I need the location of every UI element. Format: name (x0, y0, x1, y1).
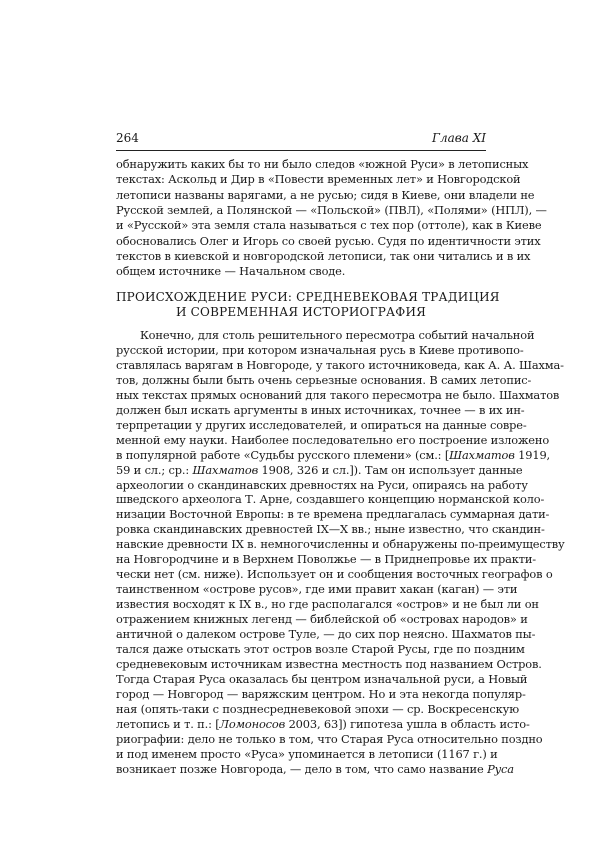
text-line: Конечно, для столь решительного пересмотра событий начальной (140, 328, 535, 342)
text-line: текстах: Аскольд и Дир в «Повести временных лет» и Новгородской (116, 172, 521, 187)
text-line: обосновались Олег и Игорь со своей русью. Судя по идентичности этих (116, 233, 541, 248)
text-fragment: 1919, (514, 447, 551, 462)
text-line: город — Новгород — варяжским центром. Но и эта некогда популяр- (116, 686, 526, 701)
text-line: менной ему науки. Наиболее последовательно его построение изложено (116, 432, 550, 447)
text-line: низации Восточной Европы: в те времена предлагалась суммарная дати- (116, 507, 550, 522)
text-line: Русской землей, а Полянской — «Польской» (ПВЛ), «Полями» (НПЛ), — (116, 202, 547, 217)
text-fragment: 1908, 326 и сл.]). Там он использует данные (258, 462, 523, 477)
italic-author-name: Шахматов (449, 447, 515, 462)
text-line: летописи названы варягами, а не русью; сидя в Киеве, они владели не (116, 187, 535, 202)
text-line: и под именем просто «Руса» упоминается в летописи (1167 г.) и (116, 746, 498, 761)
text-line: тов, должны были быть очень серьезные основания. В самих летопис- (116, 372, 532, 387)
text-line (116, 462, 523, 478)
text-line: общем источнике — Начальном своде. (116, 264, 346, 279)
page-header (116, 131, 486, 147)
text-fragment: летопись и т. п.: [ (116, 716, 220, 731)
text-line: известия восходят к IX в., но где располагался «остров» и не был ли он (116, 597, 539, 612)
text-line: на Новгородчине и в Верхнем Поволжье — в Приднепровье их практи- (116, 552, 536, 567)
text-line (116, 761, 514, 777)
text-line: и «Русской» эта земля стала называться с тех пор (оттоле), как в Киеве (116, 218, 542, 233)
text-fragment: возникает позже Новгорода, — дело в том, что само название (116, 761, 488, 776)
text-line: чески нет (см. ниже). Использует он и сообщения восточных географов о (116, 567, 553, 582)
section-heading-line-2: И СОВРЕМЕННАЯ ИСТОРИОГРАФИЯ (175, 305, 426, 319)
text-fragment: 2003, 63]) гипотеза ушла в область исто- (285, 716, 530, 731)
text-line: должен был искать аргументы в иных источниках, точнее — в их ин- (116, 402, 525, 417)
italic-author-name: Шахматов (192, 462, 259, 477)
text-line: ная (опять-таки с позднесредневековой эпохи — ср. Воскресенскую (116, 701, 519, 716)
text-line: Тогда Старая Руса оказалась бы центром изначальной руси, а Новый (116, 671, 528, 686)
text-fragment: в популярной работе «Судьбы русского племени» (см.: [ (116, 447, 450, 462)
section-heading-line-1: ПРОИСХОЖДЕНИЕ РУСИ: СРЕДНЕВЕКОВАЯ ТРАДИЦИЯ (116, 290, 500, 304)
text-line: терпретации у других исследователей, и опираться на данные совре- (116, 417, 527, 432)
text-line: ставлялась варягам в Новгороде, у такого источниковеда, как А. А. Шахма- (116, 357, 564, 372)
text-line: обнаружить каких бы то ни было следов «южной Руси» в летописных (116, 157, 529, 171)
text-line: античной о далеком острове Туле, — до сих пор неясно. Шахматов пы- (116, 627, 536, 641)
text-line: ровка скандинавских древностей IX—X вв.; ныне известно, что скандин- (116, 522, 545, 537)
text-line: ных текстах прямых оснований для такого пересмотра не было. Шахматов (116, 387, 560, 402)
page-number: 264 (116, 131, 139, 145)
text-line: отражением книжных легенд — библейской об «островах народов» и (116, 612, 528, 627)
text-line: навские древности IX в. немногочисленны и обнаружены по-преимуществу (116, 537, 565, 552)
text-line: русской истории, при котором изначальная русь в Киеве противопо- (116, 342, 524, 357)
text-fragment: 59 и сл.; ср.: (116, 462, 193, 477)
text-line (116, 447, 551, 463)
text-line: таинственном «острове русов», где ими правит хакан (каган) — эти (116, 582, 518, 597)
text-line: шведского археолога Т. Арне, создавшего концепцию норманской коло- (116, 492, 545, 507)
text-line (116, 716, 530, 732)
text-line: тался даже отыскать этот остров возле Старой Русы, где по поздним (116, 641, 525, 656)
text-line: археологии о скандинавских древностях на Руси, опираясь на работу (116, 477, 528, 492)
text-line: текстов в киевской и новгородской летописи, так они читались и в их (116, 248, 531, 263)
text-line: риографии: дело не только в том, что Старая Руса относительно поздно (116, 731, 543, 746)
running-head: Глава XI (432, 131, 486, 145)
italic-author-name: Руса (487, 761, 514, 776)
header-rule (116, 150, 486, 151)
text-line: средневековым источникам известна местность под названием Остров. (116, 656, 542, 671)
italic-author-name: Ломоносов (219, 716, 286, 731)
